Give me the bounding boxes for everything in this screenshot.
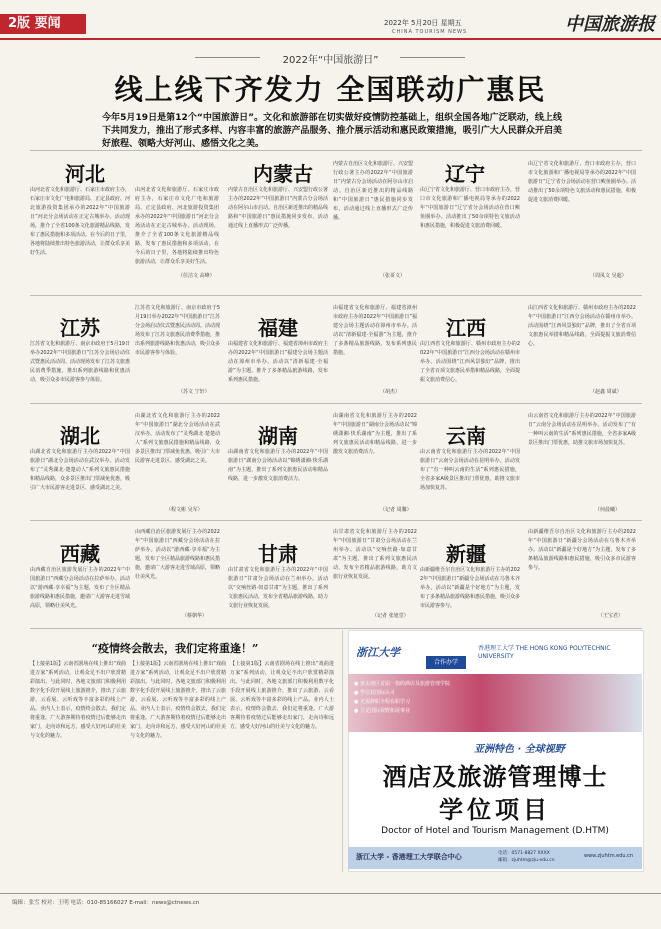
ad-footer-contact: 电话：0571-8827 XXXX 邮箱：zjuhtm@zju.edu.cn: [498, 851, 555, 863]
ad-footer-org: 浙江大学 - 香港理工大学联合中心: [356, 853, 462, 861]
divider: [30, 520, 642, 521]
ad-title-line-1: 酒店及旅游管理博士: [382, 762, 608, 791]
ad-footer-website[interactable]: www.zjuhtm.edu.cn: [584, 853, 634, 859]
byline-yunnan: （何晨曦）: [595, 507, 621, 513]
bottom-article-col-1: 【上接第1版】云南省剧场在线上推出“戏曲进万家”系列活动，让观众足不出户欣赏精彩演出。与此同时，各地文旅部门积极利用数字化手段开展线上旅游推介，推出了云旅游、云看展、云听戏等丰富多彩的线上产品。业内人士表示，疫情终会散去，我们定将重逢。广大游客期待着疫情过后能够走出家门，走向诗和远方，感受大好河山的壮美与文化的魅力。: [30, 661, 126, 739]
section-body-liaoning-cont: 由辽宁省文化和旅游厅、营口市政府主办，营口市文化旅游和广播电视局等承办的2022年“中国旅游日”辽宁省分会场活动在营口鲅鱼圈举办。活动推出了50余项特色文旅活动和惠民措施，积极促进文旅消费回暖。: [528, 161, 636, 203]
date-line: 2022年 5月20日 星期五: [384, 19, 462, 27]
section-body-hunan: 由湖南省文化和旅游厅主办的2022年“中国旅游日”湖南分会场活动以“锦绣潇湘·快乐湖南”为主题，推出了系列文旅惠民活动和精品线路，进一步激发文旅消费活力。: [228, 449, 328, 482]
section-title-gansu: 甘肃: [258, 542, 298, 566]
zju-logo: 浙江大学: [356, 646, 400, 659]
section-body-jiangsu: 江苏省文化和旅游厅、南京市政府于5月19日举办2022年“中国旅游日”江苏分会场启动仪式暨惠民活动周。活动现场发布了江苏文旅惠民消费季措施，推出系列旅游线路和优惠活动，吸引众多市民游客参与体验。: [30, 341, 130, 383]
bottom-article-col-2: 【上接第1版】云南省剧场在线上推出“戏曲进万家”系列活动，让观众足不出户欣赏精彩演出。与此同时，各地文旅部门积极利用数字化手段开展线上旅游推介，推出了云旅游、云看展、云听戏等丰富多彩的线上产品。业内人士表示，疫情终会散去，我们定将重逢。广大游客期待着疫情过后能够走出家门，走向诗和远方，感受大好河山的壮美与文化的魅力。: [130, 661, 226, 739]
section-body-hunan-cont: 由湖南省文化和旅游厅主办的2022年“中国旅游日”湖南分会场活动以“锦绣潇湘·快乐湖南”为主题，推出了系列文旅惠民活动和精品线路，进一步激发文旅消费活力。: [333, 413, 417, 455]
section-title-xinjiang: 新疆: [446, 542, 486, 566]
section-tab: 2版 要闻: [0, 14, 86, 34]
section-body-neimenggu: 内蒙古自治区文化和旅游厅、兴安盟行政公署主办的2022年“中国旅游日”内蒙古分会场活动在阿尔山市启动。自治区新近推出的精品线路和“中国旅游日”惠民措施同步发布，活动通过线上直播形式广泛传播。: [228, 187, 328, 229]
byline-hebei: （任洁文 高峰）: [178, 273, 215, 279]
byline-hunan: （记者 周馨）: [380, 507, 412, 513]
section-body-liaoning: 由辽宁省文化和旅游厅、营口市政府主办，营口市文化旅游和广播电视局等承办的2022年“中国旅游日”辽宁省分会场活动在营口鲅鱼圈举办。活动推出了50余项特色文旅活动和惠民措施，积极促进文旅消费回暖。: [420, 187, 520, 229]
byline-hubei: （程文彬 吴军）: [166, 507, 203, 513]
section-body-yunnan-cont: 由云南省文化和旅游厅主办的2022年“中国旅游日”云南分会场活动在昆明举办。活动发布了“有一种叫云南的生活”系列惠民措施，全省多家A级景区推出门票优惠，助推文旅市场加快复苏。: [528, 413, 636, 446]
byline-neimenggu: （张哥文）: [380, 273, 406, 279]
section-title-hunan: 湖南: [258, 424, 298, 448]
section-body-fujian: 由福建省文化和旅游厅、福建省漳州市政府主办的2022年“中国旅游日”福建分会场主题活动在漳州市举办。活动以“清新福建·全福游”为主题，推介了多条精品旅游线路，发布系列惠民措施。: [228, 341, 328, 383]
footer-rule: [0, 893, 661, 894]
bottom-article-title: “疫情终会散去，我们定将重逢！”: [91, 642, 259, 655]
section-body-neimenggu-cont: 内蒙古自治区文化和旅游厅、兴安盟行政公署主办的2022年“中国旅游日”内蒙古分会场活动在阿尔山市启动。自治区新近推出的精品线路和“中国旅游日”惠民措施同步发布，活动通过线上直播形式广泛传播。: [333, 161, 413, 221]
byline-liaoning: （周凤文 吴超）: [590, 273, 627, 279]
footer-credits: 编辑：张雪 校对：王明 电话：010-85166027 E-mail：news@ctnews.cn: [12, 900, 200, 906]
section-body-jiangsu-cont: 江苏省文化和旅游厅、南京市政府于5月19日举办2022年“中国旅游日”江苏分会场启动仪式暨惠民活动周。活动现场发布了江苏文旅惠民消费季措施，推出系列旅游线路和优惠活动，吸引众多市民游客参与体验。: [135, 305, 220, 356]
byline-xizang: （蔡朝华）: [182, 613, 208, 619]
kicker: 2022年“中国旅游日”: [282, 55, 379, 66]
section-body-xizang: 由西藏自治区旅游发展厅主办的2022年“中国旅游日”西藏分会场活动在拉萨举办。活动以“游西藏·享幸福”为主题，发布了全区精品旅游线路和惠民措施，邀请广大游客走进雪域高原，领略壮美风光。: [30, 567, 130, 609]
section-title-fujian: 福建: [258, 316, 298, 340]
kicker-rule-right: [400, 57, 465, 58]
divider: [30, 295, 642, 296]
divider: [30, 628, 642, 629]
section-body-xizang-cont: 由西藏自治区旅游发展厅主办的2022年“中国旅游日”西藏分会场活动在拉萨举办。活动以“游西藏·享幸福”为主题，发布了全区精品旅游线路和惠民措施，邀请广大游客走进雪域高原，领略壮美风光。: [135, 529, 220, 580]
divider: [30, 403, 642, 404]
section-title-jiangsu: 江苏: [60, 316, 100, 340]
section-body-xinjiang: 由新疆维吾尔自治区文化和旅游厅主办的2022年“中国旅游日”新疆分会场活动在乌鲁木齐举办。活动以“新疆是个好地方”为主题，发布了多条精品旅游线路和惠民措施，吸引众多市民游客参与。: [420, 567, 520, 609]
section-body-hebei-cont: 由河北省文化和旅游厅、石家庄市政府主办，石家庄市文化广电和旅游局、正定县政府、河北旅游投资集团承办的2022年“中国旅游日”河北分会场活动在正定古城举办。活动现场，推介了全省100条文化旅游精品线路，发布了惠民措施和多项活动。在今后的日子里，各地将陆续推出特色旅游活动，让群众乐享美好生活。: [135, 187, 219, 265]
byline-jiangxi: （赵鑫 周斌）: [590, 389, 622, 395]
section-title-liaoning: 辽宁: [445, 162, 485, 186]
section-title-yunnan: 云南: [446, 424, 486, 448]
section-body-gansu: 由甘肃省文化和旅游厅主办的2022年“中国旅游日”甘肃分会场活动在兰州举办。活动以“交响丝路·如意甘肃”为主题，推出了系列文旅惠民活动，发布全省精品旅游线路，助力文旅行业恢复发展。: [228, 567, 328, 609]
section-title-neimenggu: 内蒙古: [253, 162, 313, 186]
section-title-jiangxi: 江西: [446, 316, 486, 340]
byline-fujian: （胡杰）: [380, 389, 401, 395]
masthead-english: CHINA TOURISM NEWS: [392, 29, 468, 35]
headline: 线上线下齐发力 全国联动广惠民: [114, 73, 547, 106]
section-body-hubei-cont: 由湖北省文化和旅游厅主办的2022年“中国旅游日”湖北分会场活动在武汉举办。活动发布了“灵秀湖北·楚楚动人”系列文旅惠民措施和精品线路，众多景区推出门票减免优惠，吸引广大市民游客走进景区、感受湖北之美。: [135, 413, 220, 464]
section-body-jiangxi: 由江西省文化和旅游厅、赣州市政府主办的2022年“中国旅游日”江西分会场活动在赣州市举办。活动围绕“江西风景独好”品牌，推出了全省百项文旅惠民举措和精品线路，全面提振文旅消费信心。: [420, 341, 520, 383]
section-body-fujian-cont: 由福建省文化和旅游厅、福建省漳州市政府主办的2022年“中国旅游日”福建分会场主题活动在漳州市举办。活动以“清新福建·全福游”为主题，推介了多条精品旅游线路，发布系列惠民措施。: [333, 305, 417, 356]
byline-xinjiang: （王宝君）: [598, 613, 624, 619]
cooperate-badge: 合作办学: [426, 656, 466, 669]
ad-slogan: 亚洲特色 · 全球视野: [474, 744, 565, 755]
ad-title-line-2: 学位项目: [439, 795, 551, 824]
masthead-logo: 中国旅游报: [565, 14, 655, 35]
section-title-hubei: 湖北: [60, 424, 100, 448]
polyu-logo: 香港理工大学 THE HONG KONG POLYTECHNIC UNIVERSITY: [478, 645, 611, 660]
section-title-hebei: 河北: [65, 162, 105, 186]
section-body-hubei: 由湖北省文化和旅游厅主办的2022年“中国旅游日”湖北分会场活动在武汉举办。活动发布了“灵秀湖北·楚楚动人”系列文旅惠民措施和精品线路，众多景区推出门票减免优惠，吸引广大市民游客走进景区、感受湖北之美。: [30, 449, 130, 491]
section-body-jiangxi-cont: 由江西省文化和旅游厅、赣州市政府主办的2022年“中国旅游日”江西分会场活动在赣州市举办。活动围绕“江西风景独好”品牌，推出了全省百项文旅惠民举措和精品线路，全面提振文旅消费信心。: [528, 305, 636, 347]
header-rule: [0, 38, 661, 40]
bottom-article-col-3: 【上接第1版】云南省剧场在线上推出“戏曲进万家”系列活动，让观众足不出户欣赏精彩演出。与此同时，各地文旅部门积极利用数字化手段开展线上旅游推介，推出了云旅游、云看展、云听戏等丰富多彩的线上产品。业内人士表示，疫情终会散去，我们定将重逢。广大游客期待着疫情过后能够走出家门，走向诗和远方，感受大好河山的壮美与文化的魅力。: [230, 661, 334, 730]
section-body-gansu-cont: 由甘肃省文化和旅游厅主办的2022年“中国旅游日”甘肃分会场活动在兰州举办。活动以“交响丝路·如意甘肃”为主题，推出了系列文旅惠民活动，发布全省精品旅游线路，助力文旅行业恢复发展。: [333, 529, 417, 580]
section-body-yunnan: 由云南省文化和旅游厅主办的2022年“中国旅游日”云南分会场活动在昆明举办。活动发布了“有一种叫云南的生活”系列惠民措施，全省多家A级景区推出门票优惠，助推文旅市场加快复苏。: [420, 449, 520, 491]
ad-bullets: ● 亚太地区首屈一指的酒店及旅游管理学院 ● 学位获国际认可 ● 无需辞职全程在职学习 ● 立足国际视野拓展事业: [354, 681, 450, 714]
section-body-xinjiang-cont: 由新疆维吾尔自治区文化和旅游厅主办的2022年“中国旅游日”新疆分会场活动在乌鲁木齐举办。活动以“新疆是个好地方”为主题，发布了多条精品旅游线路和惠民措施，吸引众多市民游客参与。: [528, 529, 636, 571]
lead-paragraph: 今年5月19日是第12个“中国旅游日”。文化和旅游部在切实做好疫情防控基础上，组织全国各地广泛联动，线上线下共同发力，推出了形式多样、内容丰富的旅游产品服务、推介展示活动和惠民政策措施，吸引广大人民群众开启美好旅程、领略大好河山、感悟文化之美。: [102, 113, 562, 149]
section-body-hebei: 由河北省文化和旅游厅、石家庄市政府主办，石家庄市文化广电和旅游局、正定县政府、河北旅游投资集团承办的2022年“中国旅游日”河北分会场活动在正定古城举办。活动现场，推介了全省100条文化旅游精品线路，发布了惠民措施和多项活动。在今后的日子里，各地将陆续推出特色旅游活动，让群众乐享美好生活。: [30, 187, 130, 256]
byline-jiangsu: （苏文 宁轩）: [178, 389, 210, 395]
divider: [342, 630, 343, 872]
ad-title-english: Doctor of Hotel and Tourism Management (D.HTM): [381, 826, 609, 836]
section-title-xizang: 西藏: [60, 542, 100, 566]
divider: [30, 150, 642, 151]
byline-gansu: （记者 张旭堂）: [372, 613, 409, 619]
